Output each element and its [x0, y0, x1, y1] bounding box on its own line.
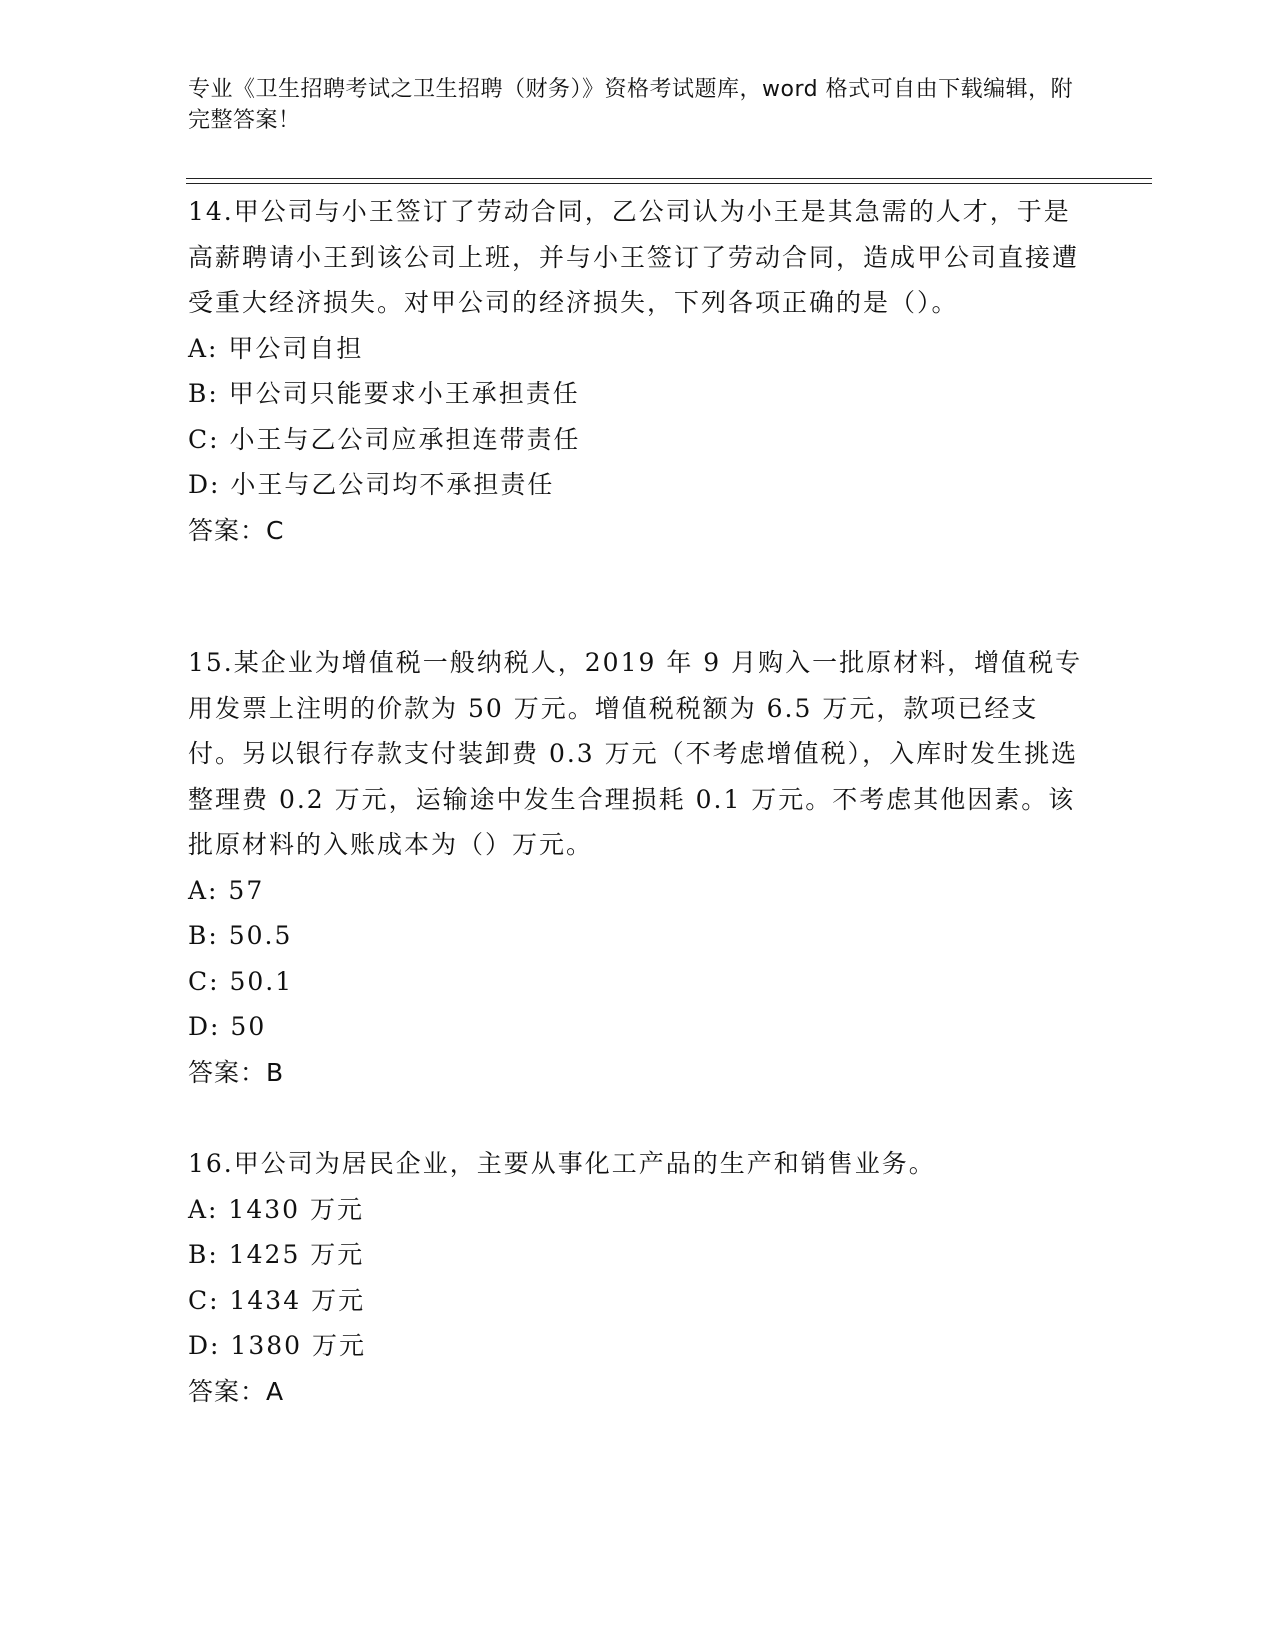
option-c: C: 50.1 — [188, 966, 294, 996]
option-d: D: 1380 万元 — [188, 1331, 366, 1360]
answer: 答案：A — [188, 1376, 285, 1406]
question-stem: 15.某企业为增值税一般纳税人，2019 年 9 月购入一批原材料，增值税专用发票上注明的价款为 50 万元。增值税税额为 6.5 万元，款项已经支付。另以银行存款支付装卸费 0.3 万元（不考虑增值税），入库时发生挑选整理费 0.2 万元，运输途中发生合理损耗 0.1 万元。不考虑其他因素。该批原材料的入账成本为（）万元。 — [188, 648, 1083, 859]
option-c: C: 小王与乙公司应承担连带责任 — [188, 424, 581, 454]
header-divider-top — [186, 178, 1152, 179]
option-list — [188, 326, 1088, 508]
option-a: A: 甲公司自担 — [188, 333, 364, 363]
option-list — [188, 1187, 1088, 1369]
option-b: B: 1425 万元 — [188, 1240, 365, 1269]
option-list — [188, 868, 1088, 1050]
option-d: D: 小王与乙公司均不承担责任 — [188, 470, 555, 499]
header-divider-bottom — [186, 183, 1152, 184]
question-16 — [188, 1141, 1088, 1414]
answer: 答案：B — [188, 1057, 285, 1087]
answer: 答案：C — [188, 515, 285, 545]
option-a: A: 57 — [188, 875, 265, 905]
option-c: C: 1434 万元 — [188, 1285, 366, 1315]
option-d: D: 50 — [188, 1012, 267, 1041]
question-15 — [188, 640, 1088, 1095]
question-14 — [188, 189, 1088, 553]
option-b: B: 甲公司只能要求小王承担责任 — [188, 379, 580, 408]
document-header: 专业《卫生招聘考试之卫生招聘（财务）》资格考试题库，word 格式可自由下载编辑，附完整答案！ — [188, 77, 1074, 133]
option-a: A: 1430 万元 — [188, 1194, 364, 1224]
question-stem: 16.甲公司为居民企业，主要从事化工产品的生产和销售业务。 — [188, 1149, 936, 1178]
option-b: B: 50.5 — [188, 921, 293, 950]
question-stem: 14.甲公司与小王签订了劳动合同，乙公司认为小王是其急需的人才，于是高薪聘请小王到该公司上班，并与小王签订了劳动合同，造成甲公司直接遭受重大经济损失。对甲公司的经济损失，下列各项正确的是（）。 — [188, 197, 1080, 317]
